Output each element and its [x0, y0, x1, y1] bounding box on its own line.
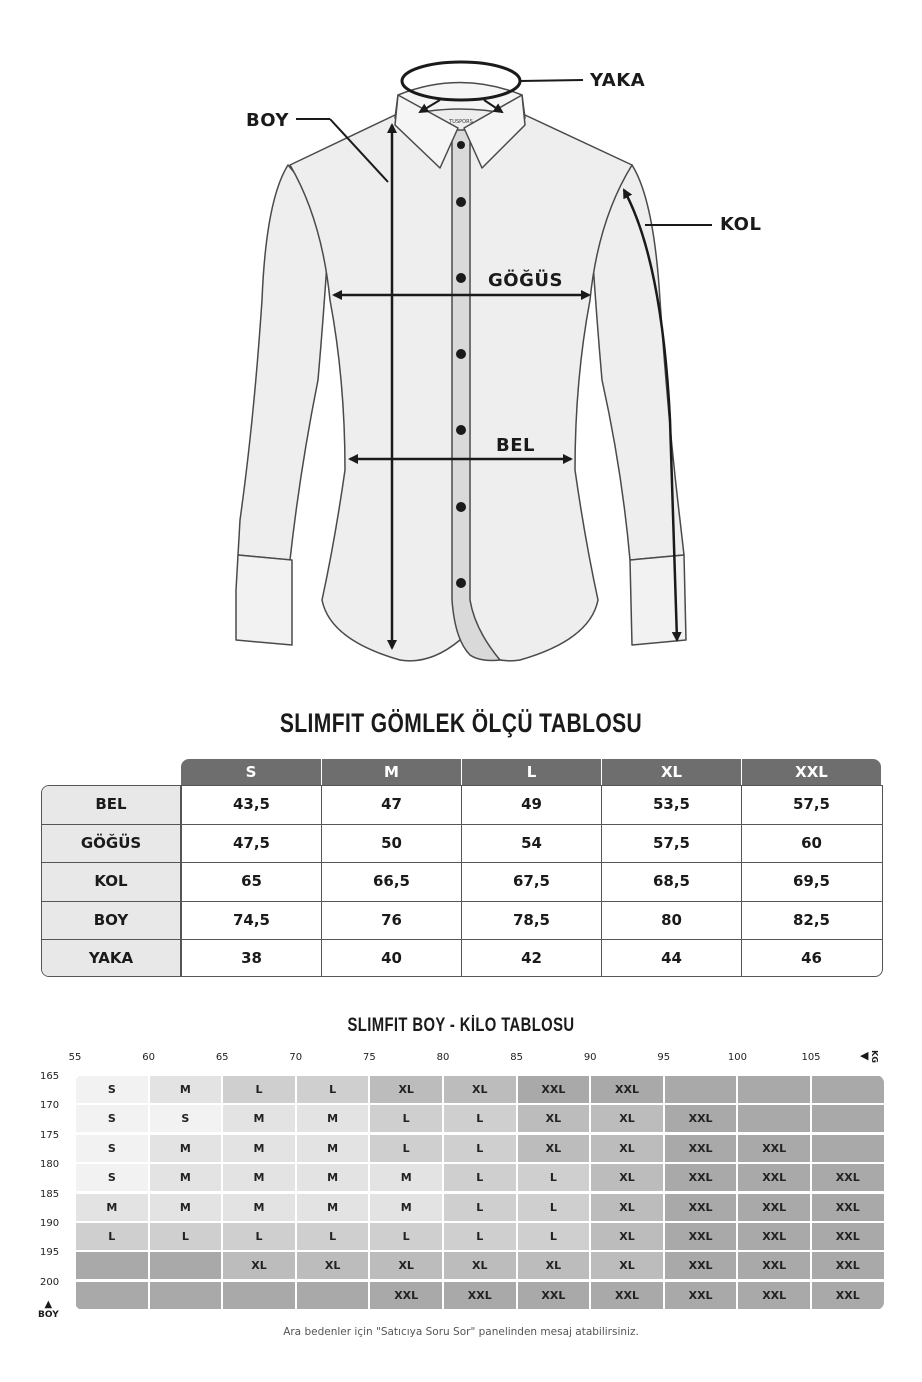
- grid-cell: L: [444, 1194, 516, 1221]
- callout-gogus: GÖĞÜS: [488, 270, 563, 291]
- shirt-measurement-diagram: [0, 0, 922, 690]
- size-value-cell: 47,5: [181, 825, 321, 862]
- grid-cell: L: [150, 1223, 222, 1250]
- grid-cell: [150, 1282, 222, 1309]
- grid-cell: M: [370, 1164, 442, 1191]
- grid-cell: XXL: [738, 1223, 810, 1250]
- grid-cell: M: [150, 1194, 222, 1221]
- size-value-cell: 82,5: [741, 902, 881, 939]
- grid-row: [75, 1281, 884, 1310]
- grid-cell: XL: [591, 1105, 663, 1132]
- grid-cell: XL: [591, 1252, 663, 1279]
- grid-cell: M: [297, 1164, 369, 1191]
- grid-cell: XL: [591, 1194, 663, 1221]
- kg-tick-label: 85: [510, 1052, 523, 1063]
- size-row-label: BOY: [42, 902, 181, 939]
- grid-cell: L: [76, 1223, 148, 1250]
- grid-cell: M: [150, 1076, 222, 1103]
- size-value-cell: 65: [181, 863, 321, 900]
- size-row-yaka: [42, 939, 882, 977]
- grid-cell: XXL: [812, 1194, 884, 1221]
- boy-kilo-title: SLIMFIT BOY - KİLO TABLOSU: [347, 1015, 575, 1036]
- size-value-cell: 78,5: [461, 902, 601, 939]
- grid-cell: L: [444, 1164, 516, 1191]
- height-tick-label: 200: [40, 1276, 60, 1288]
- grid-cell: L: [518, 1223, 590, 1250]
- grid-cell: XL: [591, 1223, 663, 1250]
- grid-cell: XL: [370, 1076, 442, 1103]
- height-tick-label: 175: [40, 1129, 60, 1141]
- grid-row: [75, 1222, 884, 1251]
- grid-cell: XXL: [812, 1252, 884, 1279]
- grid-cell: XXL: [591, 1076, 663, 1103]
- grid-cell: [76, 1252, 148, 1279]
- size-value-cell: 57,5: [601, 825, 741, 862]
- size-header-cell: S: [245, 763, 257, 781]
- kg-tick-label: 70: [289, 1052, 303, 1063]
- size-table-title: SLIMFIT GÖMLEK ÖLÇÜ TABLOSU: [279, 708, 643, 738]
- kg-tick-label: 55: [68, 1052, 82, 1063]
- size-row-label: KOL: [42, 863, 181, 900]
- grid-cell: M: [223, 1164, 295, 1191]
- callout-kol: KOL: [720, 214, 762, 235]
- size-table-header: [181, 759, 881, 785]
- size-row-kol: [42, 862, 882, 900]
- grid-cell: XL: [444, 1076, 516, 1103]
- kg-tick-label: 80: [436, 1052, 450, 1063]
- size-value-cell: 38: [181, 940, 321, 977]
- size-value-cell: 43,5: [181, 786, 321, 824]
- grid-cell: XL: [518, 1105, 590, 1132]
- grid-cell: XL: [444, 1252, 516, 1279]
- kg-axis-icon: [860, 1049, 881, 1062]
- kg-axis-arrow-icon: ◀: [860, 1049, 869, 1062]
- grid-row: [75, 1251, 884, 1280]
- grid-cell: M: [150, 1164, 222, 1191]
- grid-cell: S: [76, 1105, 148, 1132]
- size-header-cell: M: [321, 759, 461, 785]
- grid-cell: XXL: [738, 1282, 810, 1309]
- height-axis-arrow-icon: ▲: [44, 1299, 53, 1310]
- size-table-body: [41, 785, 883, 977]
- grid-cell: XXL: [370, 1282, 442, 1309]
- kg-axis-label: KG: [870, 1050, 880, 1063]
- grid-cell: XXL: [665, 1135, 737, 1162]
- grid-cell: [297, 1282, 369, 1309]
- callout-bel: BEL: [496, 435, 535, 456]
- grid-cell: XXL: [738, 1164, 810, 1191]
- size-row-bel: [42, 786, 882, 824]
- grid-cell: XL: [518, 1135, 590, 1162]
- boy-kilo-grid: [75, 1075, 884, 1310]
- grid-cell: L: [444, 1223, 516, 1250]
- grid-cell: XXL: [738, 1135, 810, 1162]
- grid-cell: L: [370, 1135, 442, 1162]
- grid-cell: [738, 1105, 810, 1132]
- size-value-cell: 74,5: [181, 902, 321, 939]
- grid-cell: M: [76, 1194, 148, 1221]
- size-row-label: BEL: [42, 786, 181, 824]
- grid-cell: XXL: [518, 1076, 590, 1103]
- grid-cell: S: [76, 1135, 148, 1162]
- size-value-cell: 68,5: [601, 863, 741, 900]
- kg-tick-label: 60: [142, 1052, 155, 1063]
- grid-cell: M: [297, 1105, 369, 1132]
- grid-cell: L: [370, 1223, 442, 1250]
- height-tick-label: 170: [40, 1100, 60, 1112]
- grid-cell: XXL: [665, 1164, 737, 1191]
- size-value-cell: 69,5: [741, 863, 881, 900]
- size-header-cell: XL: [601, 759, 741, 785]
- grid-cell: XXL: [591, 1282, 663, 1309]
- grid-cell: XXL: [444, 1282, 516, 1309]
- height-tick-label: 165: [40, 1071, 60, 1082]
- grid-cell: XL: [591, 1164, 663, 1191]
- size-value-cell: 49: [461, 786, 601, 824]
- grid-cell: S: [76, 1076, 148, 1103]
- grid-cell: [812, 1135, 884, 1162]
- grid-cell: XL: [223, 1252, 295, 1279]
- size-value-cell: 50: [321, 825, 461, 862]
- grid-cell: L: [297, 1076, 369, 1103]
- grid-row: [75, 1193, 884, 1222]
- size-value-cell: 57,5: [741, 786, 881, 824]
- grid-cell: XXL: [665, 1252, 737, 1279]
- size-value-cell: 40: [321, 940, 461, 977]
- grid-cell: L: [223, 1076, 295, 1103]
- grid-cell: [812, 1105, 884, 1132]
- grid-cell: XXL: [812, 1164, 884, 1191]
- grid-cell: XXL: [665, 1194, 737, 1221]
- kg-tick-label: 75: [363, 1052, 376, 1063]
- grid-cell: M: [370, 1194, 442, 1221]
- grid-cell: XXL: [665, 1105, 737, 1132]
- grid-cell: XXL: [738, 1194, 810, 1221]
- kg-tick-label: 65: [215, 1052, 229, 1063]
- size-value-cell: 66,5: [321, 863, 461, 900]
- size-row-label: YAKA: [42, 940, 181, 977]
- height-tick-label: 190: [40, 1218, 60, 1229]
- grid-cell: M: [223, 1194, 295, 1221]
- grid-cell: XXL: [738, 1252, 810, 1279]
- grid-cell: XXL: [812, 1223, 884, 1250]
- grid-row: [75, 1163, 884, 1192]
- grid-cell: [150, 1252, 222, 1279]
- height-tick-label: 195: [40, 1247, 60, 1259]
- grid-row: [75, 1104, 884, 1133]
- grid-cell: L: [518, 1194, 590, 1221]
- size-value-cell: 42: [461, 940, 601, 977]
- kg-tick-label: 90: [583, 1052, 597, 1063]
- grid-cell: [223, 1282, 295, 1309]
- size-value-cell: 47: [321, 786, 461, 824]
- grid-cell: XXL: [518, 1282, 590, 1309]
- height-axis-label: BOY: [38, 1310, 59, 1320]
- grid-cell: [812, 1076, 884, 1103]
- grid-cell: [76, 1282, 148, 1309]
- grid-cell: [665, 1076, 737, 1103]
- grid-cell: S: [150, 1105, 222, 1132]
- shirt-brand-label: TUSPORS: [449, 119, 473, 125]
- kg-tick-label: 100: [727, 1052, 747, 1063]
- grid-cell: L: [518, 1164, 590, 1191]
- grid-cell: S: [76, 1164, 148, 1191]
- height-tick-label: 185: [40, 1188, 60, 1200]
- grid-cell: XXL: [812, 1282, 884, 1309]
- grid-cell: L: [444, 1135, 516, 1162]
- grid-cell: [738, 1076, 810, 1103]
- grid-cell: L: [223, 1223, 295, 1250]
- grid-cell: L: [370, 1105, 442, 1132]
- size-value-cell: 76: [321, 902, 461, 939]
- callout-boy: BOY: [246, 110, 289, 131]
- grid-cell: M: [223, 1105, 295, 1132]
- size-value-cell: 53,5: [601, 786, 741, 824]
- grid-cell: L: [297, 1223, 369, 1250]
- kg-tick-label: 105: [801, 1052, 821, 1063]
- grid-row: [75, 1075, 884, 1104]
- shirt-outline: [236, 83, 686, 661]
- size-value-cell: 80: [601, 902, 741, 939]
- footer-note: Ara bedenler için "Satıcıya Soru Sor" panelinden mesaj atabilirsiniz.: [283, 1326, 639, 1338]
- grid-cell: XXL: [665, 1282, 737, 1309]
- grid-cell: XXL: [665, 1223, 737, 1250]
- grid-cell: M: [223, 1135, 295, 1162]
- callout-yaka: YAKA: [590, 70, 646, 91]
- size-value-cell: 60: [741, 825, 881, 862]
- size-value-cell: 67,5: [461, 863, 601, 900]
- grid-cell: M: [297, 1194, 369, 1221]
- size-row-label: GÖĞÜS: [42, 825, 181, 862]
- kg-tick-label: 95: [657, 1052, 671, 1063]
- grid-cell: XL: [591, 1135, 663, 1162]
- size-row-göğüs: [42, 824, 882, 862]
- grid-row: [75, 1134, 884, 1163]
- size-value-cell: 44: [601, 940, 741, 977]
- size-row-boy: [42, 901, 882, 939]
- height-axis-icon: [38, 1300, 59, 1320]
- size-value-cell: 46: [741, 940, 881, 977]
- grid-cell: M: [297, 1135, 369, 1162]
- grid-cell: XL: [370, 1252, 442, 1279]
- grid-cell: M: [150, 1135, 222, 1162]
- size-table: [41, 759, 883, 977]
- size-value-cell: 54: [461, 825, 601, 862]
- height-tick-label: 180: [40, 1159, 60, 1171]
- grid-cell: XL: [518, 1252, 590, 1279]
- size-header-cell: XXL: [741, 759, 881, 785]
- grid-cell: XL: [297, 1252, 369, 1279]
- grid-cell: L: [444, 1105, 516, 1132]
- size-header-cell: L: [461, 759, 601, 785]
